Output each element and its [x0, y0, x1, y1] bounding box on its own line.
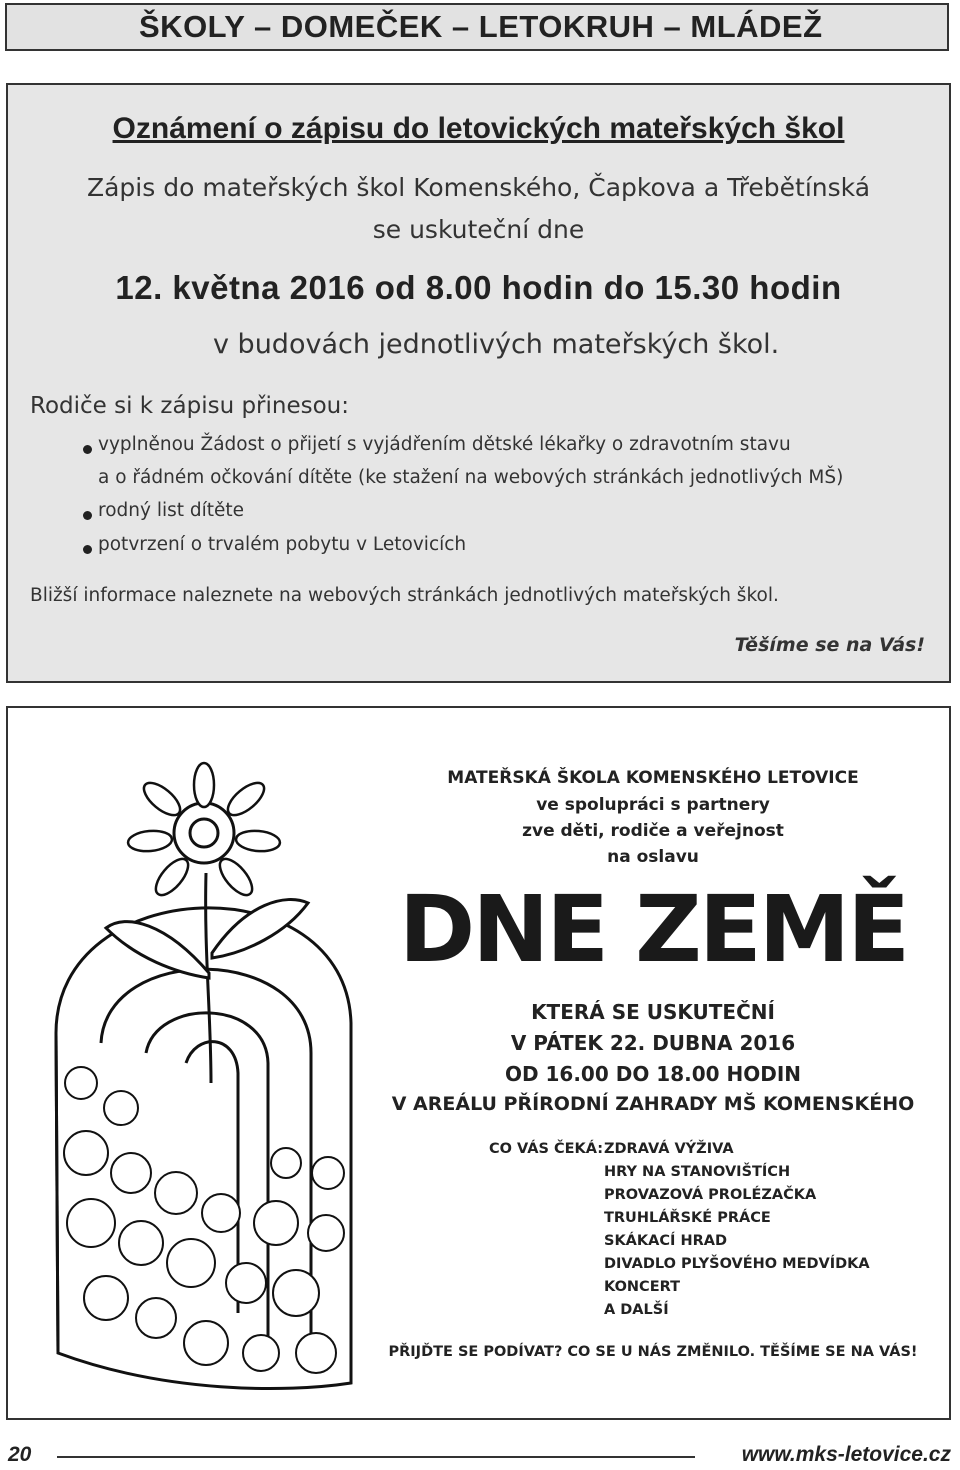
list-item-continuation: a o řádném očkování dítěte (ke stažení na webových stránkách jednotlivých MŠ) — [98, 467, 844, 488]
activity-item: ZDRAVÁ VÝŽIVA — [604, 1141, 734, 1157]
enrollment-location: v budovách jednotlivých mateřských škol. — [213, 329, 780, 360]
activities-label: CO VÁS ČEKÁ: — [489, 1141, 604, 1157]
activity-item: SKÁKACÍ HRAD — [604, 1233, 728, 1249]
invitation-intro-line: zve děti, rodiče a veřejnost — [522, 821, 784, 841]
page-number: 20 — [8, 1443, 32, 1466]
more-info: Bližší informace naleznete na webových stránkách jednotlivých mateřských škol. — [30, 585, 779, 606]
bullet-icon — [83, 545, 92, 554]
invitation-intro-line: ve spolupráci s partnery — [536, 795, 770, 815]
event-venue: V AREÁLU PŘÍRODNÍ ZAHRADY MŠ KOMENSKÉHO — [391, 1093, 915, 1115]
invitation-intro-line: na oslavu — [607, 847, 699, 867]
activity-item: A DALŠÍ — [604, 1302, 669, 1318]
activity-item: KONCERT — [604, 1279, 680, 1295]
announcement-line-1: Zápis do mateřských škol Komenského, Čapkova a Třebětínská — [86, 173, 871, 202]
enrollment-date: 12. května 2016 od 8.00 hodin do 15.30 hodin — [115, 269, 842, 306]
activity-item: DIVADLO PLYŠOVÉHO MEDVÍDKA — [604, 1256, 870, 1272]
event-date: V PÁTEK 22. DUBNA 2016 — [510, 1031, 796, 1055]
event-detail-line: KTERÁ SE USKUTEČNÍ — [531, 1000, 775, 1024]
event-time: OD 16.00 DO 18.00 HODIN — [504, 1062, 802, 1086]
activity-item: HRY NA STANOVIŠTÍCH — [604, 1164, 791, 1180]
invitation-closing: PŘIJĎTE SE PODÍVAT? CO SE U NÁS ZMĚNILO. TĚŠÍME SE NA VÁS! — [388, 1344, 918, 1360]
section-header — [5, 3, 949, 51]
invitation-intro-line: MATEŘSKÁ ŠKOLA KOMENSKÉHO LETOVICE — [447, 768, 859, 788]
enrollment-announcement — [6, 83, 951, 683]
parents-heading: Rodiče si k zápisu přinesou: — [30, 393, 350, 419]
footer-divider — [57, 1456, 695, 1458]
list-item: vyplněnou Žádost o přijetí s vyjádřením dětské lékařky o zdravotním stavu — [98, 434, 791, 455]
bullet-icon — [83, 511, 92, 520]
announcement-title: Oznámení o zápisu do letovických mateřských škol — [112, 112, 845, 145]
list-item: potvrzení o trvalém pobytu v Letovicích — [98, 534, 467, 555]
activity-item: PROVAZOVÁ PROLÉZAČKA — [604, 1187, 817, 1203]
list-item: rodný list dítěte — [98, 500, 245, 521]
flower-spiral-illustration — [46, 753, 376, 1393]
announcement-line-2: se uskuteční dne — [372, 215, 585, 244]
activity-item: TRUHLÁŘSKÉ PRÁCE — [604, 1210, 771, 1226]
footer-url: www.mks-letovice.cz — [741, 1443, 951, 1466]
announcement-closing: Těšíme se na Vás! — [734, 634, 925, 656]
section-title: ŠKOLY – DOMEČEK – LETOKRUH – MLÁDEŽ — [139, 9, 823, 44]
bullet-icon — [83, 445, 92, 454]
earth-day-invitation — [6, 706, 951, 1420]
event-title: DNE ZEMĚ — [398, 876, 908, 983]
